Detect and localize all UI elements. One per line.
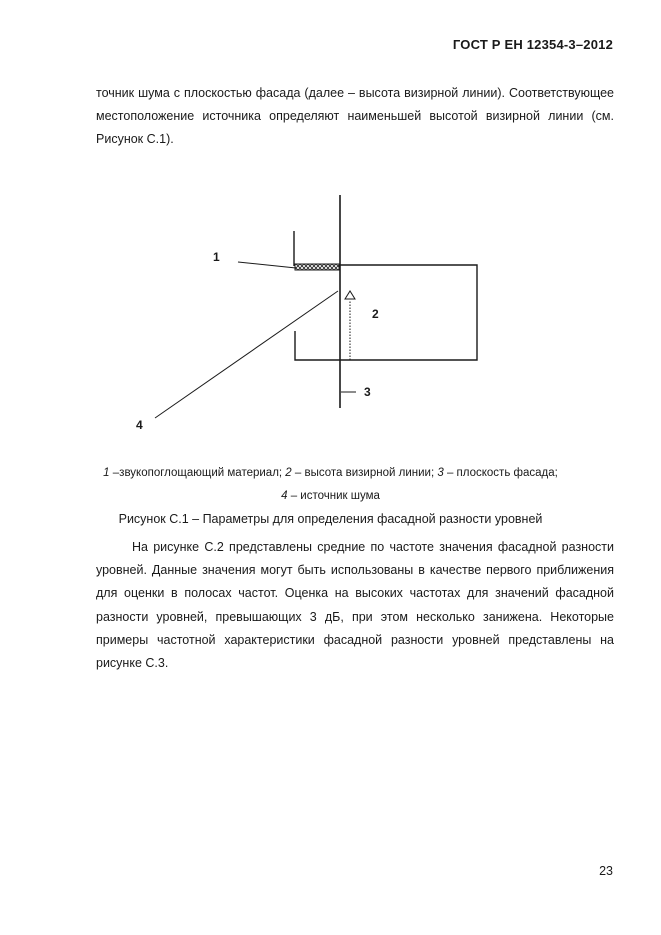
legend-num-2: 2 <box>285 467 292 479</box>
body-paragraph-2: На рисунке С.2 представлены средние по частоте значения фасадной разности уровней. Данные значения могут быть использованы в качестве первого приближения для оценки в полосах частот. Оценка на высоких частотах для значений фасадной разности уровней, превышающих 3 дБ, при этом несколько занижена. Некоторые примеры частотной характеристики фасадной разности уровней представлены на рисунке С.3. <box>96 540 614 671</box>
balcony-box <box>295 265 477 360</box>
label-4: 4 <box>136 418 143 432</box>
figure-caption: Рисунок С.1 – Параметры для определения фасадной разности уровней <box>118 512 543 526</box>
label-1: 1 <box>213 250 220 264</box>
figure-legend-line-2 <box>0 490 661 502</box>
absorbing-material <box>295 264 339 270</box>
legend-text-1: –звукопоглощающий материал; <box>109 467 286 479</box>
arrow-head <box>345 291 355 299</box>
legend-text-3: – плоскость фасада; <box>443 467 558 479</box>
label-2: 2 <box>372 307 379 321</box>
legend-text-4: – источник шума <box>287 490 380 502</box>
leader-line-1 <box>238 262 296 268</box>
source-sight-line <box>155 291 338 418</box>
body-paragraph-1: точник шума с плоскостью фасада (далее – высота визирной линии). Соответствующее местоположение источника определяют наименьшей высотой визирной линии (см. Рисунок С.1). <box>96 86 614 147</box>
legend-num-3: 3 <box>437 467 444 479</box>
label-3: 3 <box>364 385 371 399</box>
legend-text-2: – высота визирной линии; <box>291 467 438 479</box>
legend-num-1: 1 <box>103 467 110 479</box>
figure-legend-line-1 <box>0 467 661 479</box>
page-number: 23 <box>599 864 613 878</box>
legend-num-4: 4 <box>281 490 288 502</box>
document-header: ГОСТ Р ЕН 12354-3–2012 <box>452 37 613 52</box>
